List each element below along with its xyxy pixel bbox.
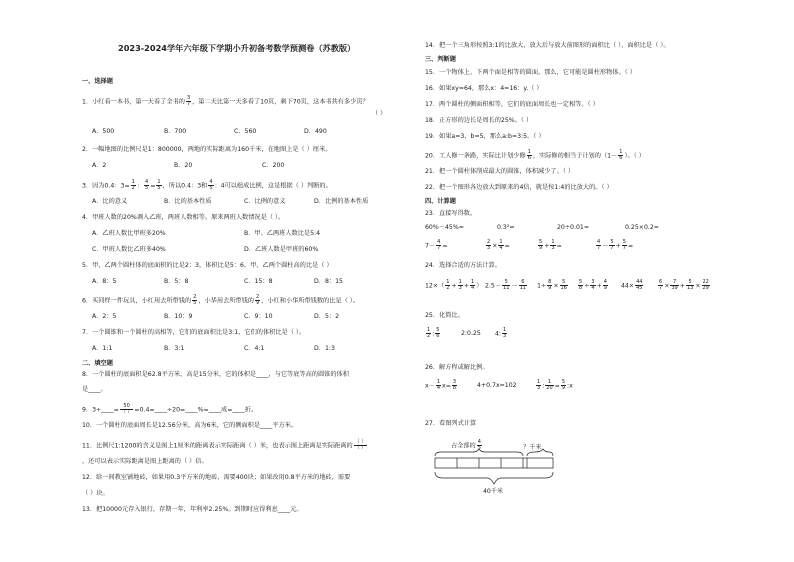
option-c: C．4:1: [244, 345, 265, 352]
option-c: C．甲班人数比乙班多40%: [92, 246, 166, 253]
question-12-cont: （ ）块。: [82, 490, 109, 497]
question-14: 14．把一个三角形按照3:1的比放大，放大后与放大前图形的面积比（ ），面积比是（ ）。: [425, 42, 670, 49]
option-c: C．15：8: [244, 278, 273, 285]
calc-item: 4+0.7x=102: [477, 382, 517, 389]
option-a: A．2：5: [92, 313, 117, 320]
option-c: C．560: [234, 128, 257, 135]
fraction: $\frac{1}{6}$: [619, 149, 623, 161]
fraction: $\frac{4}{5}$: [209, 179, 213, 191]
option-a: A．比的意义: [92, 198, 128, 205]
option-c: C．200: [262, 162, 285, 169]
calc-item: x－ $\frac{1}{4}$ x= $\frac{3}{8}$: [425, 379, 457, 391]
option-a: A．8：5: [92, 278, 117, 285]
calc-item: $\frac{5}{8}$ ÷ $\frac{3}{4}$ + $\frac{4}{9}$: [579, 279, 607, 291]
question-10: 10．一个圆柱的底面周长是12.56分米，高为6米，它的侧面积是____平方米。: [82, 422, 298, 429]
page-title: 2023-2024学年六年级下学期小升初备考数学预测卷（苏教版）: [118, 43, 356, 53]
diagram-top-label: 占全部的 $\frac{4}{5}$: [451, 439, 481, 451]
question-5: 5．甲、乙两个圆柱体的底面积的比是2：3，体积比是5：6，甲、乙两个圆柱高的比是（ ）: [82, 262, 333, 269]
fraction: $\frac{1}{2}$: [131, 179, 135, 191]
question-27: 27．看图列式计算: [425, 420, 477, 427]
fraction: $\frac{3}{7}$: [186, 95, 191, 107]
calc-item: 4: $\frac{1}{3}$: [495, 327, 507, 339]
calc-item: $\frac{4}{7}$ － $\frac{5}{7}$ + $\frac{5}{7}$ =: [597, 239, 634, 251]
section-fill: 二、填空题: [82, 360, 113, 367]
question-7: 7．一个圆锥和一个圆柱的高相等，它们的底面积比是3:1，它们的体积比是（ ）。: [82, 329, 306, 336]
option-a: A．500: [92, 128, 115, 135]
question-26: 26．解方程或解比例。: [425, 364, 489, 371]
question-13: 13．把10000元存入银行，存期一年，年利率2.25%。到期时应得利息____元。: [82, 506, 303, 513]
option-b: B．20: [174, 162, 193, 169]
calc-item: $\frac{1}{2}$ : $\frac{5}{6}$: [427, 327, 440, 339]
calc-item: $\frac{6}{7}$ × $\frac{7}{39}$ + $\frac{5}{13}$ × $\frac{22}{29}$: [659, 279, 709, 291]
question-8: 8．一个圆柱的底面积是62.8平方米，高是15分米，它的体积是____，与它等底等高的圆锥的体积: [82, 371, 349, 378]
calc-item: 7－ $\frac{4}{7}$ =: [425, 239, 448, 251]
calc-item: 60%－45%=: [425, 224, 464, 231]
calc-item: 0.3²=: [497, 224, 515, 231]
question-15: 15．一个物体上、下两个面是相等的圆面，那么，它可能是圆柱形物体。（ ）: [425, 69, 636, 76]
section-judge: 三、判断题: [425, 56, 456, 63]
calc-item: $\frac{5}{9}$ + $\frac{1}{3}$ =: [539, 239, 562, 251]
calc-item: 12×（ $\frac{1}{2}$ + $\frac{1}{3}$ + $\frac{1}{4}$ ）: [425, 279, 483, 291]
fraction: $\frac{50}{( )}$: [120, 403, 133, 415]
option-b: B．10：9: [164, 313, 193, 320]
question-11: 11．比例尺1:1200的含义是图上1厘米的距离表示实际距离（ ）米，也表示图上距离是实际距离的 $\frac{( )}{( )}$: [82, 439, 367, 451]
question-22: 22．把一个图形各边放大到原来的4倍，就是按1:4的比放大的。（ ）: [425, 184, 613, 191]
question-11-cont: ，还可以表示实际距离是图上距离的（ ）倍。: [82, 458, 208, 465]
calc-item: 20÷0.01=: [557, 224, 590, 231]
calc-item: 1÷ $\frac{8}{9}$ × $\frac{5}{16}$: [537, 279, 567, 291]
section-calc: 四、计算题: [425, 198, 456, 205]
question-18: 18．正方形的边长是周长的25%。（ ）: [425, 117, 533, 124]
calc-item: 2:0.25: [461, 330, 481, 337]
question-8-cont: 是____。: [82, 386, 107, 393]
question-4: 4．甲班人数的20%调入乙班，两班人数相等。原来两班人数情况是（ ）。: [82, 214, 285, 221]
section-choice: 一、选择题: [82, 78, 113, 85]
fraction: $\frac{1}{6}$: [527, 149, 531, 161]
question-1: 1．小红看一本书，第一天看了全书的 $\frac{3}{7}$ ，第二天比第一天多看了10页，剩下70页，这本书共有多少页？: [82, 95, 369, 107]
question-2: 2．一幅地图的比例尺是1：800000，两地的实际距离为160千米，在地图上是（ ）厘米。: [82, 146, 332, 153]
question-19: 19．如果a=3，b=5，那么a:b=3:5。（ ）: [425, 133, 545, 140]
question-17: 17．两个圆柱的侧面积相等，它们的底面周长也一定相等。（ ）: [425, 101, 599, 108]
option-d: D．5：2: [314, 313, 340, 320]
question-21: 21．把一个圆柱体削成最大的圆锥，体积减少了。（ ）: [425, 168, 575, 175]
diagram-total-label: 40千米: [483, 488, 504, 495]
calc-item: $\frac{1}{3}$ : $\frac{1}{20}$ = $\frac{5}{9}$ :x: [537, 379, 573, 391]
option-d: D．比例的基本性质: [314, 198, 369, 205]
option-d: D．乙班人数是甲班的60%: [244, 246, 319, 253]
calc-item: 0.25×0.2=: [625, 224, 659, 231]
question-6: 6．买同样一件玩具，小红用去所带钱的 $\frac{2}{5}$ ，小华用去所带钱的 $\frac{2}{9}$ ，小红和小华所带钱数的比是（ ）。: [82, 294, 360, 306]
option-d: D．1:3: [314, 345, 335, 352]
option-b: B．比的基本性质: [164, 198, 212, 205]
option-b: B．700: [164, 128, 187, 135]
option-d: D．490: [304, 128, 327, 135]
diagram-unknown-label: ？千米: [523, 444, 542, 451]
option-c: C．9：10: [244, 313, 273, 320]
option-a: A．1:1: [92, 345, 113, 352]
fraction: $\frac{2}{9}$: [256, 294, 260, 306]
question-24: 24．选择合适的方法计算。: [425, 262, 501, 269]
fraction: $\frac{1}{5}$: [157, 179, 161, 191]
question-25: 25．化简比。: [425, 312, 464, 319]
option-c: C．比例的意义: [244, 198, 286, 205]
calc-item: 44× $\frac{44}{45}$: [621, 279, 643, 291]
option-d: D．8：15: [314, 278, 343, 285]
question-23: 23．直接写得数。: [425, 210, 477, 217]
question-3: 3．因为0.4：3= $\frac{1}{2}$ ： $\frac{4}{5}$ = $\frac{1}{5}$ ，所以0.4：3和 $\frac{4}{5}$ ：4可以组成比例，这是根据（ ）判断的。: [82, 179, 332, 191]
question-16: 16．如果xy=64，那么x：4=16：y.（ ）: [425, 85, 543, 92]
fraction: $\frac{2}{5}$: [193, 294, 197, 306]
calc-item: 2.5－ $\frac{5}{11}$ － $\frac{6}{11}$: [485, 279, 526, 291]
option-a: A．乙班人数比甲班多20%: [92, 230, 166, 237]
option-b: B．甲、乙两班人数比是5:4: [244, 230, 321, 237]
question-12: 12．给一间教室铺地砖，如果用0.3平方米的地砖，需要400块；如果改用0.8平方米的地砖，需要: [82, 474, 351, 481]
option-b: B．3:1: [164, 345, 185, 352]
question-20: 20．工人修一条路，实际比计划少修 $\frac{1}{6}$ ，实际修的相当于计划的（1－ $\frac{1}{6}$ ）。（ ）: [425, 149, 645, 161]
fraction: $\frac{( )}{( )}$: [354, 439, 367, 451]
answer-paren: （ ）: [372, 110, 387, 117]
fraction: $\frac{4}{5}$: [145, 179, 149, 191]
option-a: A．2: [92, 162, 107, 169]
calc-item: $\frac{2}{3}$ × $\frac{1}{4}$ =: [487, 239, 510, 251]
option-b: B．5：8: [164, 278, 189, 285]
question-9: 9．3÷____= $\frac{50}{( )}$ =0.4=____÷20=____%=____成=____折。: [82, 403, 258, 415]
